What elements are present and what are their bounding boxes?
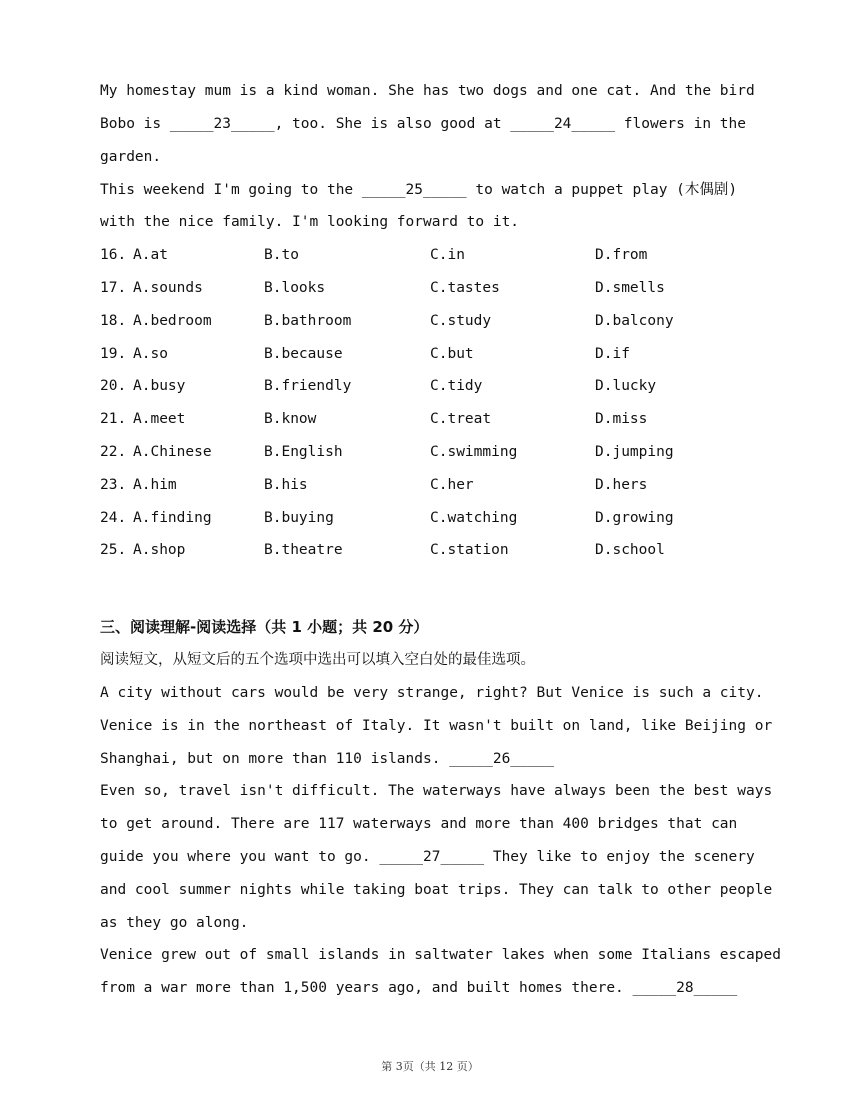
option-b: B.buying: [264, 510, 334, 526]
option-c: C.swimming: [430, 444, 518, 460]
option-c: C.in: [430, 247, 465, 263]
question-number: 22.: [100, 444, 127, 460]
option-c: C.station: [430, 542, 509, 558]
option-a: A.bedroom: [133, 313, 212, 329]
reading-line: from a war more than 1,500 years ago, and built homes there. _____28_____: [100, 980, 738, 996]
question-row-20: [100, 376, 760, 396]
option-d: D.smells: [595, 280, 665, 296]
option-a: A.at: [133, 247, 168, 263]
passage-line: Bobo is _____23_____, too. She is also good at _____24_____ flowers in the: [100, 116, 747, 132]
option-d: D.from: [595, 247, 648, 263]
option-d: D.balcony: [595, 313, 674, 329]
option-d: D.growing: [595, 510, 674, 526]
reading-line: Even so, travel isn't difficult. The waterways have always been the best ways: [100, 783, 773, 799]
option-b: B.looks: [264, 280, 326, 296]
question-row-22: [100, 442, 760, 462]
option-c: C.her: [430, 477, 474, 493]
question-row-16: [100, 245, 760, 265]
option-b: B.to: [264, 247, 299, 263]
reading-line: Venice grew out of small islands in saltwater lakes when some Italians escaped: [100, 947, 781, 963]
option-d: D.lucky: [595, 378, 657, 394]
option-c: C.study: [430, 313, 492, 329]
option-c: C.tastes: [430, 280, 500, 296]
option-b: B.because: [264, 346, 343, 362]
option-b: B.know: [264, 411, 317, 427]
question-row-23: [100, 475, 760, 495]
question-number: 18.: [100, 313, 127, 329]
passage-line: with the nice family. I'm looking forward to it.: [100, 214, 520, 230]
option-a: A.him: [133, 477, 177, 493]
question-row-21: [100, 409, 760, 429]
reading-line: Shanghai, but on more than 110 islands. _____26_____: [100, 751, 554, 767]
reading-line: guide you where you want to go. _____27_____ They like to enjoy the scenery: [100, 849, 755, 865]
question-number: 20.: [100, 378, 127, 394]
passage-line: This weekend I'm going to the _____25_____ to watch a puppet play (木偶剧): [100, 182, 738, 198]
question-row-24: [100, 508, 760, 528]
reading-line: to get around. There are 117 waterways and more than 400 bridges that can: [100, 816, 738, 832]
question-row-17: [100, 278, 760, 298]
section-heading: 三、阅读理解-阅读选择（共 1 小题；共 20 分）: [100, 618, 429, 636]
option-a: A.so: [133, 346, 168, 362]
option-c: C.tidy: [430, 378, 483, 394]
option-d: D.if: [595, 346, 630, 362]
question-number: 21.: [100, 411, 127, 427]
question-number: 19.: [100, 346, 127, 362]
option-b: B.theatre: [264, 542, 343, 558]
reading-line: A city without cars would be very strange, right? But Venice is such a city.: [100, 685, 764, 701]
question-row-19: [100, 344, 760, 364]
option-a: A.shop: [133, 542, 186, 558]
option-a: A.sounds: [133, 280, 203, 296]
option-d: D.hers: [595, 477, 648, 493]
option-c: C.but: [430, 346, 474, 362]
option-a: A.busy: [133, 378, 186, 394]
option-b: B.bathroom: [264, 313, 352, 329]
option-a: A.meet: [133, 411, 186, 427]
section-instruction: 阅读短文，从短文后的五个选项中选出可以填入空白处的最佳选项。: [100, 652, 535, 668]
option-a: A.finding: [133, 510, 212, 526]
reading-line: Venice is in the northeast of Italy. It wasn't built on land, like Beijing or: [100, 718, 773, 734]
passage-line: My homestay mum is a kind woman. She has two dogs and one cat. And the bird: [100, 83, 755, 99]
option-a: A.Chinese: [133, 444, 212, 460]
reading-line: and cool summer nights while taking boat trips. They can talk to other people: [100, 882, 773, 898]
question-row-18: [100, 311, 760, 331]
page-footer: 第 3页（共 12 页）: [381, 1060, 479, 1073]
question-number: 23.: [100, 477, 127, 493]
reading-line: as they go along.: [100, 915, 249, 931]
option-d: D.school: [595, 542, 665, 558]
option-d: D.jumping: [595, 444, 674, 460]
option-b: B.friendly: [264, 378, 352, 394]
question-number: 16.: [100, 247, 127, 263]
question-number: 25.: [100, 542, 127, 558]
question-row-25: [100, 540, 760, 560]
question-number: 24.: [100, 510, 127, 526]
option-c: C.treat: [430, 411, 492, 427]
question-number: 17.: [100, 280, 127, 296]
option-b: B.English: [264, 444, 343, 460]
option-d: D.miss: [595, 411, 648, 427]
option-c: C.watching: [430, 510, 518, 526]
passage-line: garden.: [100, 149, 162, 165]
option-b: B.his: [264, 477, 308, 493]
